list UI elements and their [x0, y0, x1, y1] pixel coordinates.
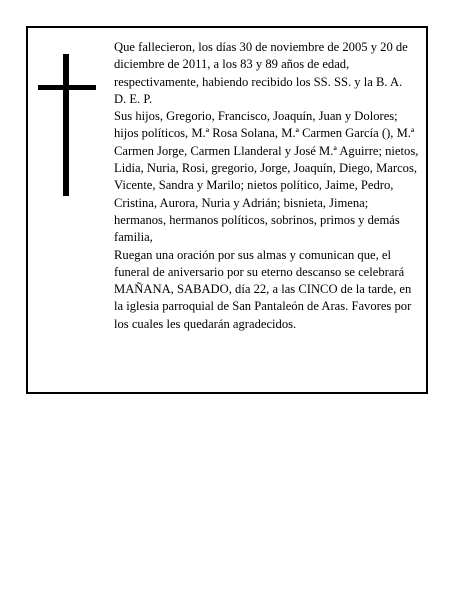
latin-cross-icon-crossbar [38, 85, 96, 90]
rip-line: D. E. P. [114, 91, 153, 106]
obituary-text [114, 39, 422, 333]
death-announcement-paragraph: Que fallecieron, los días 30 de noviembre de 2005 y 20 de diciembre de 2011, a los 83 y 89 años de edad, respectivamente, habiendo recibido los SS. SS. y la B. A. [114, 40, 408, 89]
latin-cross-icon [63, 54, 69, 196]
family-list-paragraph: Sus hijos, Gregorio, Francisco, Joaquín, Juan y Dolores; hijos políticos, M.ª Rosa Solana, M.ª Carmen García (), M.ª Carmen Jorge, Carmen Llanderal y José M.ª Aguirre; nietos, Lidia, Nuria, Rosi, gregorio, Jorge, Joaquín, Diego, Marcos, Vicente, Sandra y Marilo; nietos político, Jaime, Pedro, Cristina, Aurora, Nuria y Adrián; bisnieta, Jimena; hermanos, hermanos políticos, sobrinos, primos y demás familia, [114, 109, 419, 245]
funeral-details-paragraph: Ruegan una oración por sus almas y comunican que, el funeral de aniversario por su eterno descanso se celebrará MAÑANA, SABADO, día 22, a las CINCO de la tarde, en la iglesia parroquial de San Pantaleón de Aras. Favores por los cuales les quedarán agradecidos. [114, 247, 412, 331]
